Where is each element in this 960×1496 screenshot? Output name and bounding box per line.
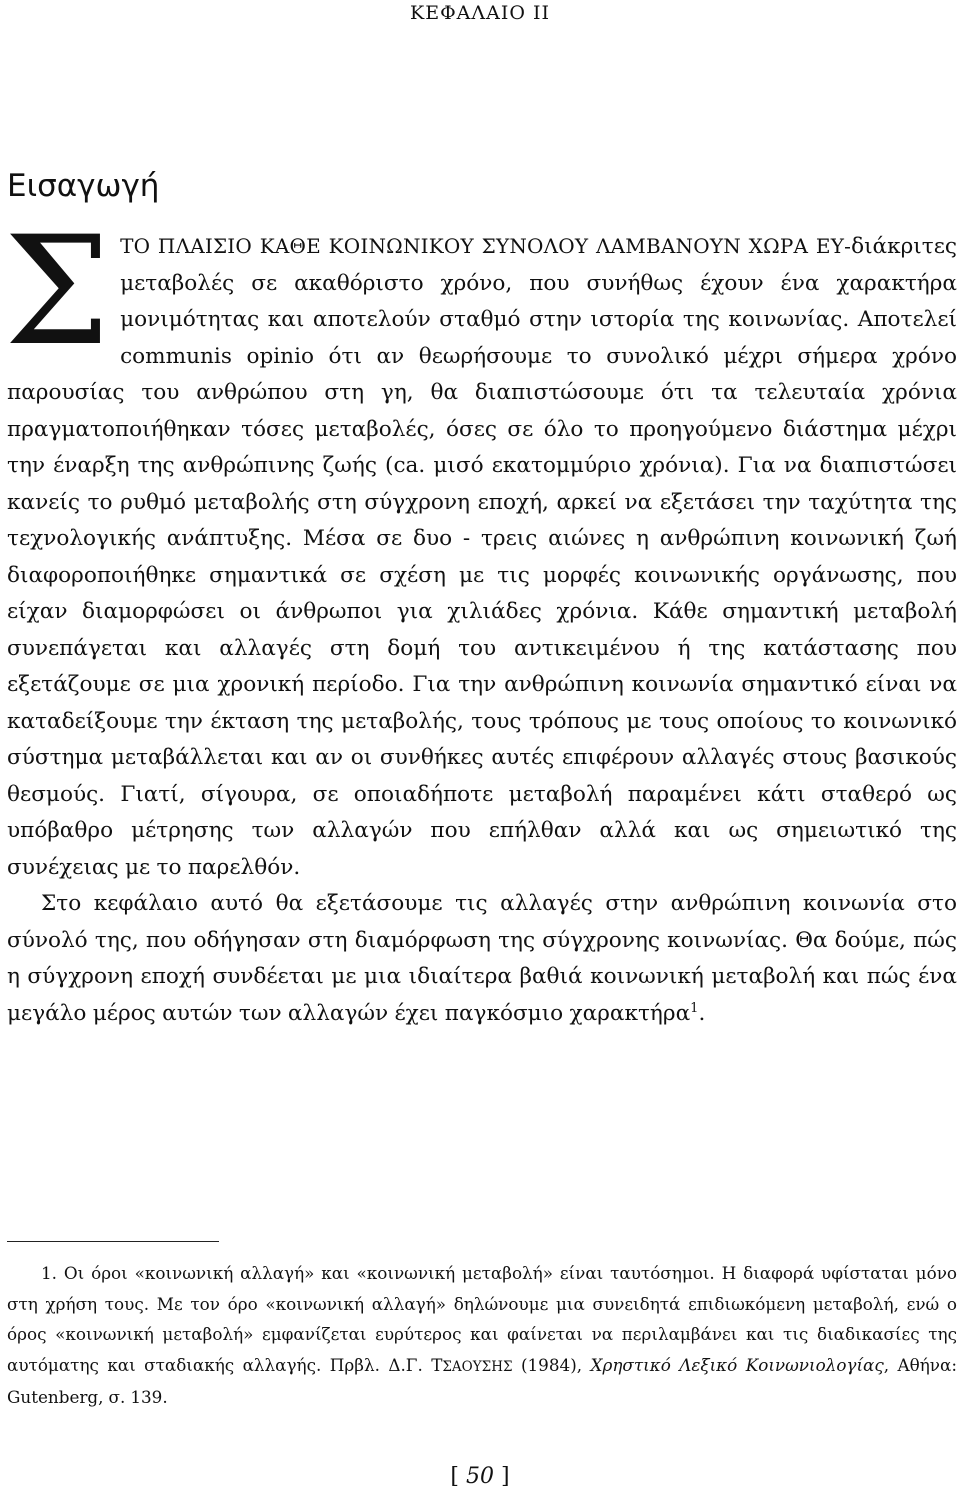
section-title: Εισαγωγή (7, 167, 160, 204)
footnote-book-title: Χρηστικό Λεξικό Κοινωνιολογίας (590, 1354, 884, 1375)
page-bracket-open: [ (450, 1464, 466, 1489)
footnote (7, 1258, 957, 1413)
footnote-text: Οι όροι «κοινωνική αλλαγή» και «κοινωνική μεταβολή» είναι ταυτόσημοι. Η διαφορά υφίσταται μόνο στη χρήση τους. Με τον όρο «κοινωνική αλλαγή» δηλώνουμε μια συνειδητά επιδιωκόμενη μεταβολή, ενώ ο όρος «κοινωνική μεταβολή» εμφανίζεται ευρύτερος και φαίνεται να περιλαμβάνει και τις διαδικασίες της αυτόματης και σταδιακής αλλαγής. Πρβλ. Δ.Γ. Τ (7, 1263, 957, 1375)
paragraph-2-end: . (698, 1000, 706, 1026)
page-number-value: 50 (466, 1464, 494, 1489)
running-head: ΚΕΦΑΛΑΙΟ II (410, 2, 550, 24)
footnote-publisher: , Αθήνα: Gutenberg, σ. 139. (7, 1354, 957, 1407)
opening-caps: ΤΟ ΠΛΑΙΣΙΟ ΚΑΘΕ ΚΟΙΝΩΝΙΚΟΥ ΣΥΝΟΛΟΥ ΛΑΜΒΑΝΟΥΝ ΧΩΡΑ ΕΥ- (120, 234, 852, 258)
body-text (4, 205, 957, 1032)
paragraph-1-text: διάκριτες μεταβολές σε ακαθόριστο χρόνο, που συνήθως έχουν ένα χαρακτήρα μονιμότητας και αποτελούν σταθμό στην ιστορία της κοινωνίας. Αποτελεί communis opinio ότι αν θεωρήσουμε το συνολικό μέχρι σήμερα χρόνο παρουσίας του ανθρώπου στη γη, θα διαπιστώσουμε ότι τα τελευταία χρόνια πραγματοποιήθηκαν τόσες μεταβολές, όσες σε όλο το προηγούμενο διάστημα μέχρι την έναρξη της ανθρώπινης ζωής (ca. μισό εκατομμύριο χρόνια). Για να διαπιστώσει κανείς το ρυθμό μεταβολής στη σύγχρονη εποχή, αρκεί να εξετάσει την ταχύτητα της τεχνολογικής ανάπτυξης. Μέσα σε δυο - τρεις αιώνες η ανθρώπινη κοινωνική ζωή διαφοροποιήθηκε σημαντικά σε σχέση με τις μορφές κοινωνικής οργάνωσης, που είχαν διαμορφώσει οι άνθρωποι για χιλιάδες χρόνια. Κάθε σημαντική μεταβολή συνεπάγεται και αλλαγές στη δομή του αντικειμένου ή της κατάστασης που εξετάζουμε σε μια χρονική περίοδο. Για την ανθρώπινη κοινωνία σημαντικό είναι να καταδείξουμε την έκταση της μεταβολής, τους τρόπους με τους οποίους το κοινωνικό σύστημα μεταβάλλεται και αν οι συνθήκες αυτές επιφέρουν αλλαγές στους βασικούς θεσμούς. Γιατί, σίγουρα, σε οποιαδήποτε μεταβολή παραμένει κάτι σταθερό ως υπόβαθρο μέτρησης των αλλαγών που επήλθαν αλλά και ως σημειωτικό της συνέχειας με το παρελθόν. (7, 234, 957, 880)
footnote-author: ΣΑΟΥΣΗΣ (442, 1358, 513, 1375)
footnote-rule (7, 1241, 219, 1242)
footnote-year: (1984), (512, 1354, 591, 1375)
page-bracket-close: ] (494, 1464, 510, 1489)
footnote-ref[interactable]: 1 (690, 1000, 699, 1016)
paragraph-1 (4, 205, 957, 886)
paragraph-2 (7, 886, 957, 1032)
footnote-number: 1. (41, 1263, 58, 1283)
paragraph-2-text: Στο κεφάλαιο αυτό θα εξετάσουμε τις αλλαγές στην ανθρώπινη κοινωνία στο σύνολό της, που οδήγησαν στη διαμόρφωση της σύγχρονης κοινωνίας. Θα δούμε, πώς η σύγχρονη εποχή συνδέεται με μια ιδιαίτερα βαθιά κοινωνική μεταβολή και πώς ένα μεγάλο μέρος αυτών των αλλαγών έχει παγκόσμιο χαρακτήρα (7, 891, 957, 1026)
footnote-1 (7, 1258, 957, 1413)
page-number (0, 1464, 960, 1489)
drop-cap: Σ (4, 205, 111, 379)
